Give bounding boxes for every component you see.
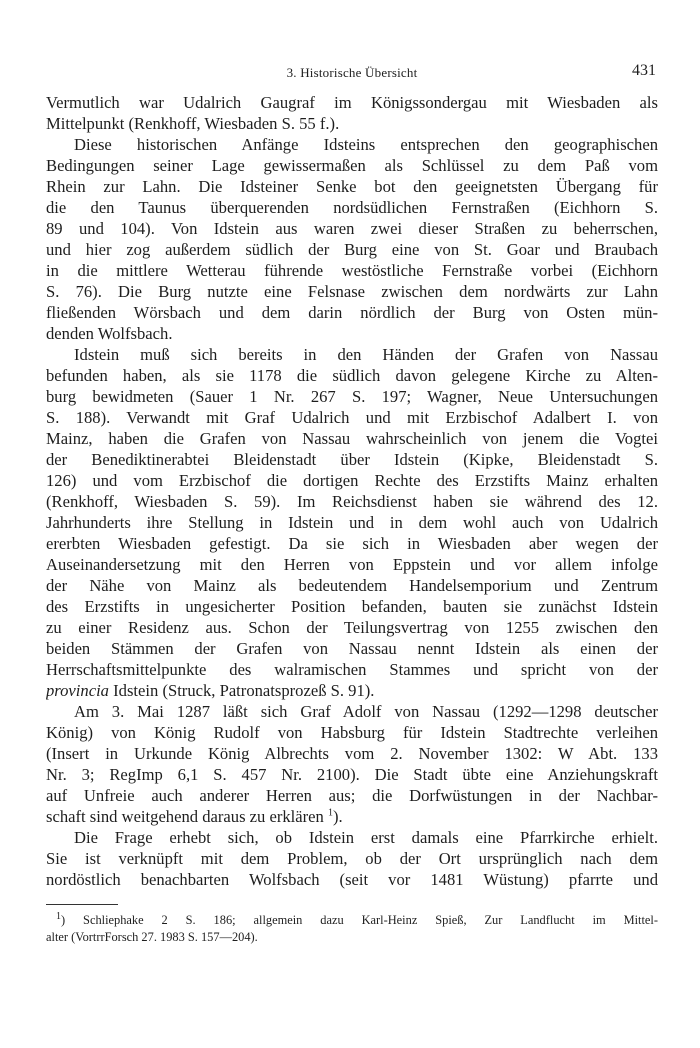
text-line-rest: Idstein (Struck, Patronatsprozeß S. 91). — [108, 681, 375, 700]
text-line: der Benediktinerabtei Bleidenstadt über Idstein (Kipke, Bleidenstadt S. — [46, 450, 658, 469]
text-line-footnote-ref — [46, 806, 658, 827]
footnote-text: ) Schliephake 2 S. 186; allgemein dazu Karl-Heinz Spieß, Zur Landflucht im Mittel- — [61, 913, 658, 927]
text-line: Mittelpunkt (Renkhoff, Wiesbaden S. 55 f.). — [46, 114, 340, 133]
text-line: Auseinandersetzung mit den Herren von Eppstein und vor allem infolge — [46, 555, 658, 574]
text-line: 89 und 104). Von Idstein aus waren zwei dieser Straßen zu beherrschen, — [46, 219, 658, 238]
text-line: S. 76). Die Burg nutzte eine Felsnase zwischen dem nordwärts zur Lahn — [46, 282, 658, 301]
text-line: denden Wolfsbach. — [46, 324, 173, 343]
page-header — [46, 62, 658, 84]
text-line: und hier zog außerdem südlich der Burg eine von St. Goar und Braubach — [46, 240, 658, 259]
text-line: Rhein zur Lahn. Die Idsteiner Senke bot den geeignetsten Übergang für — [46, 177, 658, 196]
footnote-line: alter (VortrrForsch 27. 1983 S. 157—204). — [46, 930, 258, 944]
text-line: Vermutlich war Udalrich Gaugraf im Königssondergau mit Wiesbaden als — [46, 93, 658, 112]
text-line: des Erzstifts in ungesicherter Position befanden, bauten sie zunächst Idstein — [46, 597, 658, 616]
footnote-reference[interactable]: 1 — [328, 807, 333, 819]
text-line: die den Taunus überquerenden nordsüdlichen Fernstraßen (Eichhorn S. — [46, 198, 658, 217]
text-line: Mainz, haben die Grafen von Nassau wahrscheinlich von jenem die Vogtei — [46, 429, 658, 448]
provincia-term: provincia — [46, 681, 109, 700]
text-line: in die mittlere Wetterau führende westöstliche Fernstraße vorbei (Eichhorn — [46, 261, 658, 280]
text-line: S. 188). Verwandt mit Graf Udalrich und mit Erzbischof Adalbert I. von — [46, 408, 658, 427]
text-line: auf Unfreie auch anderer Herren aus; die Dorfwüstungen in der Nachbar- — [46, 786, 658, 805]
footnote-marker: 1 — [56, 912, 61, 922]
text-line: nordöstlich benachbarten Wolfsbach (seit vor 1481 Wüstung) pfarrte und — [46, 870, 658, 889]
text-line: Diese historischen Anfänge Idsteins entsprechen den geographischen — [74, 135, 658, 154]
text-line: Bedingungen seiner Lage gewissermaßen als Schlüssel zu dem Paß vom — [46, 156, 658, 175]
text-line: (Insert in Urkunde König Albrechts vom 2. November 1302: W Abt. 133 — [46, 744, 658, 763]
text-line: Sie ist verknüpft mit dem Problem, ob der Ort ursprünglich nach dem — [46, 849, 658, 868]
footnote-line — [46, 912, 658, 929]
text-line: Jahrhunderts ihre Stellung in Idstein und in dem wohl auch von Udalrich — [46, 513, 658, 532]
page-number: 431 — [632, 62, 656, 79]
text-line-start: schaft sind weitgehend daraus zu erklären — [46, 807, 324, 826]
text-line: Nr. 3; RegImp 6,1 S. 457 Nr. 2100). Die Stadt übte eine Anziehungskraft — [46, 765, 658, 784]
text-line: König) von König Rudolf von Habsburg für Idstein Stadtrechte verleihen — [46, 723, 658, 742]
body-text — [46, 92, 658, 890]
text-line: Am 3. Mai 1287 läßt sich Graf Adolf von Nassau (1292—1298 deutscher — [74, 702, 658, 721]
text-line: Die Frage erhebt sich, ob Idstein erst damals eine Pfarrkirche erhielt. — [74, 828, 658, 847]
text-line: befunden haben, als sie 1178 die südlich davon gelegene Kirche zu Alten- — [46, 366, 658, 385]
text-line: der Nähe von Mainz als bedeutendem Handelsemporium und Zentrum — [46, 576, 658, 595]
text-line: (Renkhoff, Wiesbaden S. 59). Im Reichsdienst haben sie während des 12. — [46, 492, 658, 511]
running-title: 3. Historische Übersicht — [286, 65, 418, 80]
text-line: ererbten Wiesbaden gefestigt. Da sie sich in Wiesbaden aber wegen der — [46, 534, 658, 553]
footnote-ref-close: ). — [333, 807, 343, 826]
footnote-divider — [46, 904, 118, 905]
text-line: burg bewidmeten (Sauer 1 Nr. 267 S. 197; Wagner, Neue Untersuchungen — [46, 387, 658, 406]
text-line: Idstein muß sich bereits in den Händen der Grafen von Nassau — [74, 345, 658, 364]
footnotes — [46, 912, 658, 946]
text-line: Herrschaftsmittelpunkte des walramischen Stammes und spricht von der — [46, 660, 658, 679]
text-line-provincia — [46, 680, 658, 701]
document-page — [46, 0, 658, 1048]
text-line: zu einer Residenz aus. Schon der Teilungsvertrag von 1255 zwischen den — [46, 618, 658, 637]
text-line: beiden Stämmen der Grafen von Nassau nennt Idstein als einen der — [46, 639, 658, 658]
text-line: 126) und vom Erzbischof die dortigen Rechte des Erzstifts Mainz erhalten — [46, 471, 658, 490]
text-line: fließenden Wörsbach und dem darin nördlich der Burg von Osten mün- — [46, 303, 658, 322]
